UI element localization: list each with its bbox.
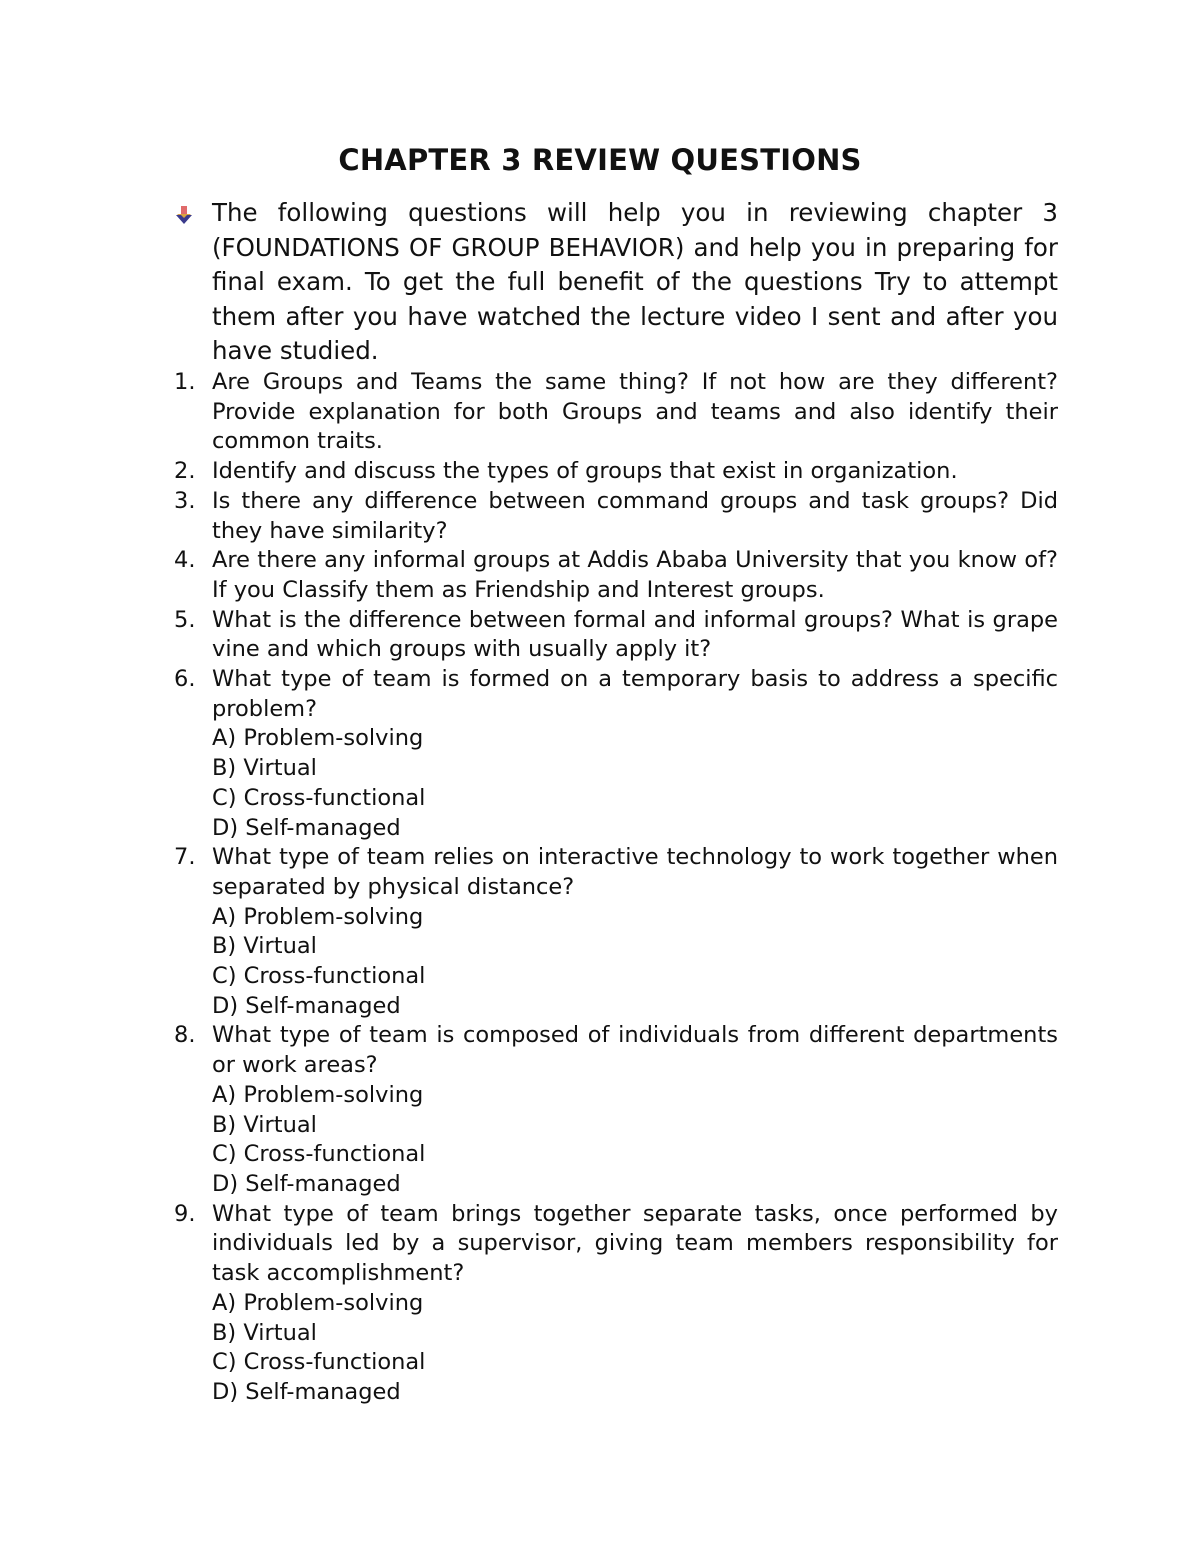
answer-option: A) Problem-solving — [212, 1289, 424, 1316]
question-text: What is the difference between formal and informal groups? What is grape vine and which groups with usually apply it? — [212, 606, 1058, 663]
answer-option: D) Self-managed — [212, 1170, 401, 1197]
answer-option: A) Problem-solving — [212, 725, 424, 752]
question-number: 6. — [174, 666, 196, 693]
question-item — [174, 368, 1058, 457]
question-text: What type of team relies on interactive technology to work together when separated by physical distance? — [212, 844, 1058, 900]
question-text: What type of team is formed on a temporary basis to address a specific problem? — [212, 666, 1058, 722]
question-number: 9. — [174, 1200, 196, 1227]
question-text: What type of team brings together separate tasks, once performed by individuals led by a supervisor, giving team members responsibility for task accomplishment? — [212, 1200, 1058, 1287]
answer-option: A) Problem-solving — [212, 1081, 424, 1108]
answer-option: C) Cross-functional — [212, 784, 426, 811]
answer-option: D) Self-managed — [212, 1378, 401, 1405]
answer-option: B) Virtual — [212, 1319, 317, 1346]
answer-option: C) Cross-functional — [212, 1141, 426, 1168]
answer-option: D) Self-managed — [212, 992, 401, 1019]
answer-option: B) Virtual — [212, 755, 317, 782]
question-item — [174, 843, 1058, 1021]
question-item — [174, 606, 1058, 665]
arrow-bullet-icon — [174, 203, 194, 225]
answer-option: C) Cross-functional — [212, 1349, 426, 1376]
question-item — [174, 487, 1058, 546]
answer-option: D) Self-managed — [212, 814, 401, 841]
answer-option: B) Virtual — [212, 1111, 317, 1138]
question-number: 5. — [174, 606, 196, 633]
question-item — [174, 1200, 1058, 1408]
question-number: 7. — [174, 844, 196, 871]
intro-paragraph: The following questions will help you in reviewing chapter 3 (FOUNDATIONS OF GROUP BEHAVIOR) and help you in preparing for final exam. To get the full benefit of the questions Try to attempt them after you have watched the lecture video I sent and after you have studied. — [212, 198, 1058, 365]
question-number: 1. — [174, 369, 196, 395]
question-text: What type of team is composed of individuals from different departments or work areas? — [212, 1022, 1058, 1079]
answer-option: B) Virtual — [212, 933, 317, 960]
question-text: Are there any informal groups at Addis Ababa University that you know of? If you Classify them as Friendship and Interest groups. — [212, 547, 1058, 603]
question-text: Is there any difference between command groups and task groups? Did they have similarity? — [212, 487, 1058, 544]
question-item — [174, 457, 1058, 487]
answer-option: A) Problem-solving — [212, 903, 424, 930]
answer-option: C) Cross-functional — [212, 963, 426, 990]
question-number: 2. — [174, 458, 196, 485]
question-number: 3. — [174, 487, 196, 514]
question-number: 4. — [174, 547, 196, 574]
question-number: 8. — [174, 1022, 196, 1049]
question-text: Identify and discuss the types of groups that exist in organization. — [212, 458, 958, 485]
question-list — [174, 368, 1058, 1408]
question-item — [174, 546, 1058, 605]
page-title: CHAPTER 3 REVIEW QUESTIONS — [338, 143, 862, 177]
question-text: Are Groups and Teams the same thing? If not how are they different? Provide explanation for both Groups and teams and also identify their common traits. — [212, 369, 1058, 455]
question-item — [174, 665, 1058, 843]
question-item — [174, 1021, 1058, 1199]
